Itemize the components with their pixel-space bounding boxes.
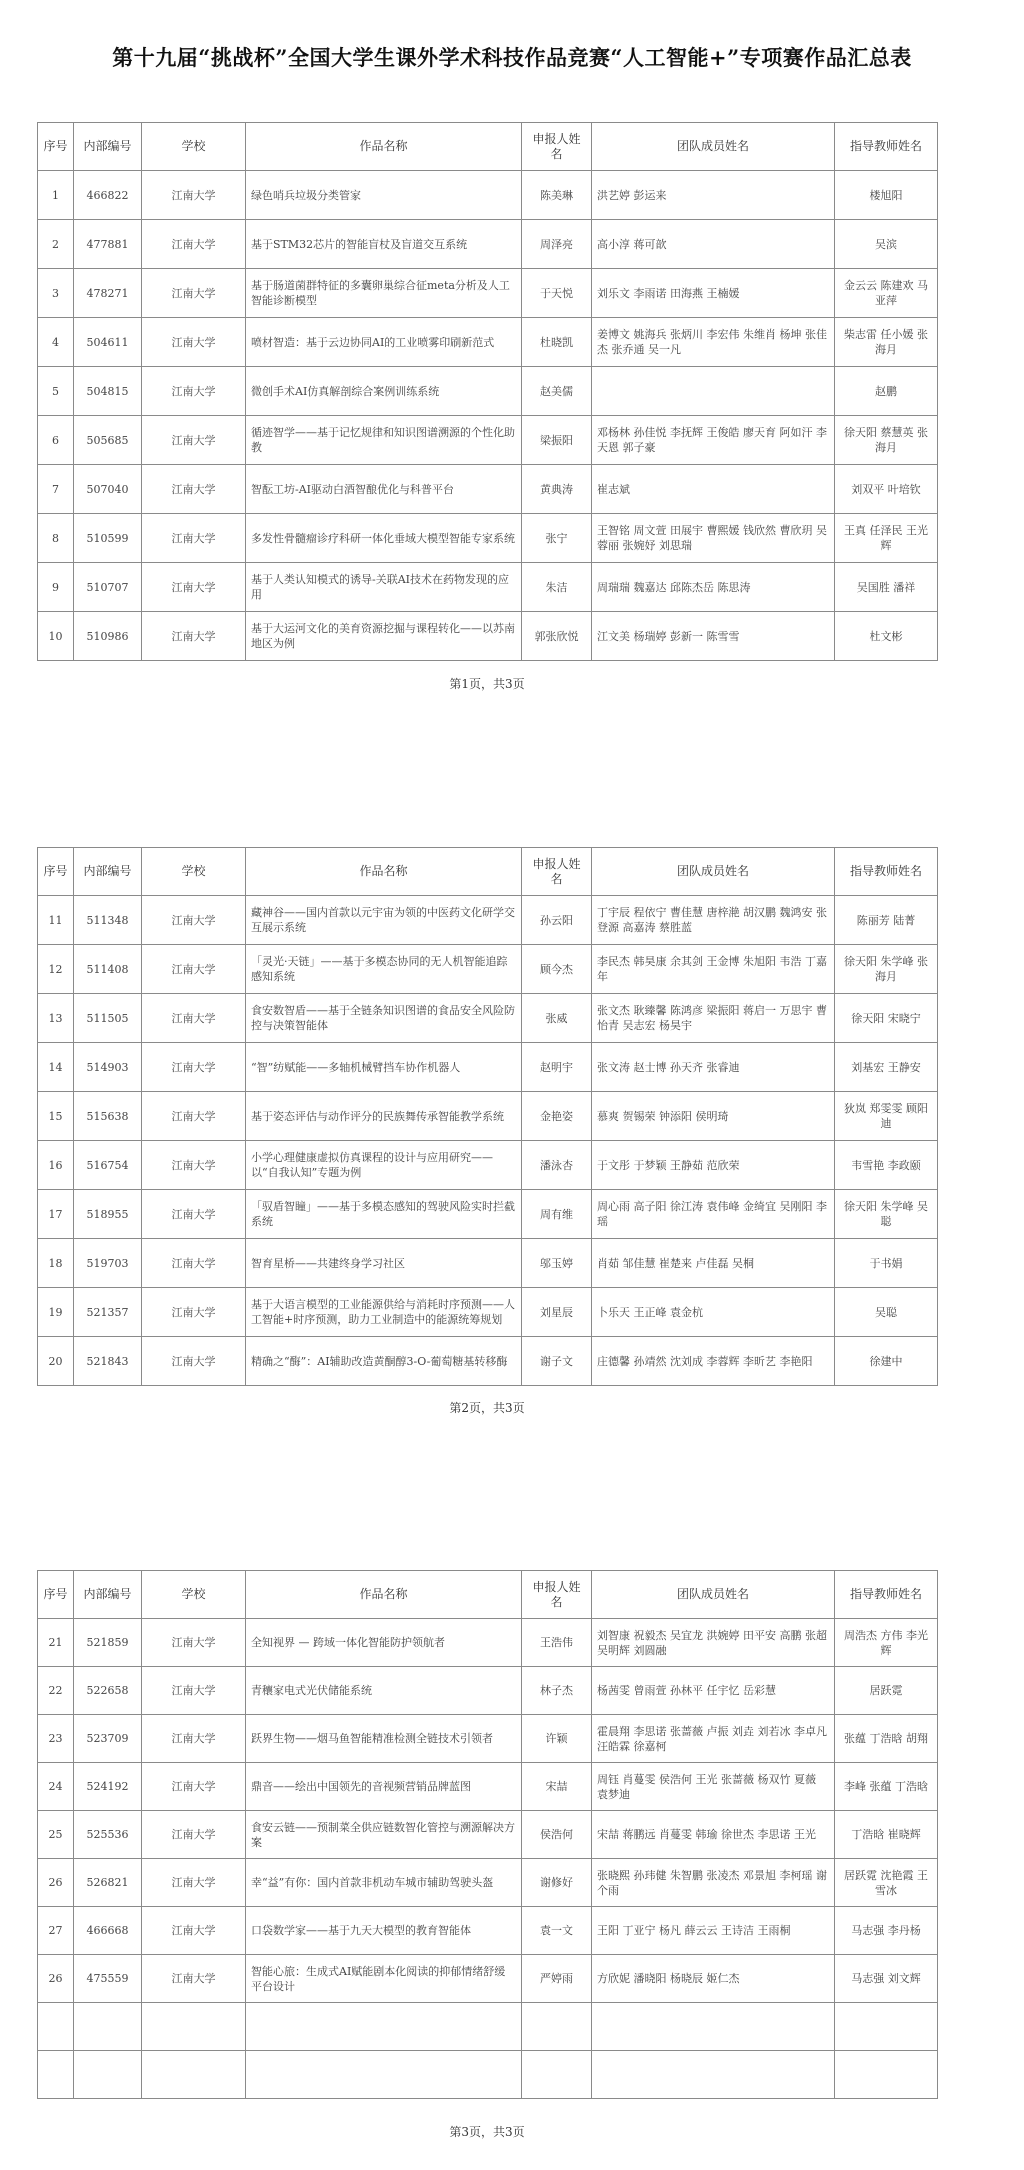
cell-work: 小学心理健康虚拟仿真课程的设计与应用研究——以“自我认知”专题为例: [246, 1141, 522, 1190]
cell-id: 514903: [74, 1043, 142, 1092]
cell-advisor: 居跃霓 沈艳霞 王雪冰: [835, 1859, 938, 1907]
cell-id: 525536: [74, 1811, 142, 1859]
cell-members: [592, 2003, 835, 2051]
cell-members: 肖茹 邹佳慧 崔楚来 卢佳磊 吴桐: [592, 1239, 835, 1288]
cell-members: 宋喆 蒋鹏远 肖蔓雯 韩瑜 徐世杰 李思诺 王光: [592, 1811, 835, 1859]
cell-school: 江南大学: [142, 1619, 246, 1667]
cell-work: 多发性骨髓瘤诊疗科研一体化垂域大模型智能专家系统: [246, 514, 522, 563]
table-row-empty: [38, 2051, 938, 2099]
cell-seq: 5: [38, 367, 74, 416]
header-team-members: 团队成员姓名: [592, 123, 835, 171]
cell-work: 绿色哨兵垃圾分类管家: [246, 171, 522, 220]
cell-work: 「灵光·天链」——基于多模态协同的无人机智能追踪感知系统: [246, 945, 522, 994]
cell-members: 姜博文 姚海兵 张炳川 李宏伟 朱维肖 杨坤 张佳杰 张乔通 吴一凡: [592, 318, 835, 367]
table-row: [38, 171, 938, 220]
table-row: [38, 1141, 938, 1190]
table-row: [38, 465, 938, 514]
cell-id: 510986: [74, 612, 142, 661]
cell-school: 江南大学: [142, 945, 246, 994]
cell-members: 慕爽 贺锡荣 钟添阳 侯明琦: [592, 1092, 835, 1141]
cell-applicant: 顾今杰: [522, 945, 592, 994]
table-row: [38, 1190, 938, 1239]
header-applicant: 申报人姓名: [522, 1571, 592, 1619]
cell-work: 循迹智学——基于记忆规律和知识图谱溯源的个性化助教: [246, 416, 522, 465]
table-page-1: [37, 122, 937, 661]
cell-school: 江南大学: [142, 1190, 246, 1239]
cell-school: 江南大学: [142, 1955, 246, 2003]
cell-seq: 26: [38, 1955, 74, 2003]
cell-school: 江南大学: [142, 367, 246, 416]
cell-seq: 27: [38, 1907, 74, 1955]
cell-school: 江南大学: [142, 1239, 246, 1288]
cell-school: 江南大学: [142, 896, 246, 945]
cell-advisor: 马志强 刘文辉: [835, 1955, 938, 2003]
cell-advisor: 金云云 陈建欢 马亚萍: [835, 269, 938, 318]
cell-members: 王智铭 周文萱 田展宇 曹熙媛 钱欣然 曹欣玥 吴蓉丽 张婉妤 刘思瑞: [592, 514, 835, 563]
header-row: [38, 1571, 938, 1619]
cell-work: 基于肠道菌群特征的多囊卵巢综合征meta分析及人工智能诊断模型: [246, 269, 522, 318]
table-row: [38, 367, 938, 416]
cell-id: 518955: [74, 1190, 142, 1239]
cell-advisor: 居跃霓: [835, 1667, 938, 1715]
cell-seq: 20: [38, 1337, 74, 1386]
cell-members: 刘智康 祝毅杰 吴宜龙 洪婉婷 田平安 高鹏 张超 吴明辉 刘圆融: [592, 1619, 835, 1667]
cell-advisor: 吴聪: [835, 1288, 938, 1337]
header-work-name: 作品名称: [246, 848, 522, 896]
cell-id: 511348: [74, 896, 142, 945]
cell-id: 519703: [74, 1239, 142, 1288]
cell-id: 521357: [74, 1288, 142, 1337]
cell-advisor: 马志强 李丹杨: [835, 1907, 938, 1955]
header-seq: 序号: [38, 123, 74, 171]
table-row: [38, 416, 938, 465]
table-row: [38, 269, 938, 318]
header-work-name: 作品名称: [246, 123, 522, 171]
cell-seq: 15: [38, 1092, 74, 1141]
cell-school: 江南大学: [142, 514, 246, 563]
cell-work: 精确之“酶”：AI辅助改造黄酮醇3-O-葡萄糖基转移酶: [246, 1337, 522, 1386]
cell-seq: 12: [38, 945, 74, 994]
cell-work: 基于人类认知模式的诱导-关联AI技术在药物发现的应用: [246, 563, 522, 612]
cell-school: 江南大学: [142, 994, 246, 1043]
cell-id: 515638: [74, 1092, 142, 1141]
cell-members: 邓杨林 孙佳悦 李抚辉 王俊皓 廖天育 阿如汗 李天恩 郭子豪: [592, 416, 835, 465]
cell-work: 智育星桥——共建终身学习社区: [246, 1239, 522, 1288]
cell-work: 智能心旅：生成式AI赋能剧本化阅读的抑郁情绪舒缓平台设计: [246, 1955, 522, 2003]
cell-members: 崔志斌: [592, 465, 835, 514]
cell-seq: 4: [38, 318, 74, 367]
cell-advisor: 吴滨: [835, 220, 938, 269]
cell-applicant: 周有维: [522, 1190, 592, 1239]
cell-school: 江南大学: [142, 465, 246, 514]
cell-applicant: [522, 2051, 592, 2099]
cell-advisor: 刘基宏 王静安: [835, 1043, 938, 1092]
cell-school: 江南大学: [142, 1715, 246, 1763]
header-work-name: 作品名称: [246, 1571, 522, 1619]
cell-members: 周瑞瑞 魏嘉达 邱陈杰岳 陈思涛: [592, 563, 835, 612]
cell-advisor: 陈丽芳 陆菁: [835, 896, 938, 945]
header-team-members: 团队成员姓名: [592, 848, 835, 896]
cell-work: [246, 2003, 522, 2051]
cell-members: 江文美 杨瑞婷 彭新一 陈雪雪: [592, 612, 835, 661]
cell-members: 丁宇辰 程依宁 曹佳慧 唐梓滟 胡汉鹏 魏鸿安 张登源 高嘉涛 蔡胜蓝: [592, 896, 835, 945]
cell-advisor: 周浩杰 方伟 李光辉: [835, 1619, 938, 1667]
cell-advisor: 柴志雷 任小媛 张海月: [835, 318, 938, 367]
cell-id: 475559: [74, 1955, 142, 2003]
cell-members: 庄德馨 孙靖然 沈刘成 李蓉辉 李昕艺 李艳阳: [592, 1337, 835, 1386]
cell-work: 「驭盾智瞳」——基于多模态感知的驾驶风险实时拦截系统: [246, 1190, 522, 1239]
cell-applicant: 于天悦: [522, 269, 592, 318]
table-row: [38, 514, 938, 563]
header-team-members: 团队成员姓名: [592, 1571, 835, 1619]
cell-seq: 14: [38, 1043, 74, 1092]
cell-seq: 6: [38, 416, 74, 465]
cell-seq: 23: [38, 1715, 74, 1763]
cell-id: 477881: [74, 220, 142, 269]
cell-advisor: [835, 2051, 938, 2099]
header-school: 学校: [142, 123, 246, 171]
cell-members: 王阳 丁亚宁 杨凡 薛云云 王诗洁 王雨桐: [592, 1907, 835, 1955]
cell-seq: 19: [38, 1288, 74, 1337]
cell-applicant: 谢子文: [522, 1337, 592, 1386]
table-row: [38, 1715, 938, 1763]
cell-members: 张文杰 耿臻馨 陈鸿彦 梁振阳 蒋启一 万思宇 曹怡青 吴志宏 杨昊宇: [592, 994, 835, 1043]
cell-school: 江南大学: [142, 416, 246, 465]
table-row: [38, 1907, 938, 1955]
cell-members: 高小淳 蒋可歆: [592, 220, 835, 269]
cell-applicant: 朱洁: [522, 563, 592, 612]
cell-applicant: 林子杰: [522, 1667, 592, 1715]
cell-school: 江南大学: [142, 1288, 246, 1337]
cell-work: 基于大语言模型的工业能源供给与消耗时序预测——人工智能+时序预测，助力工业制造中的能源统筹规划: [246, 1288, 522, 1337]
cell-seq: 10: [38, 612, 74, 661]
cell-id: 466668: [74, 1907, 142, 1955]
cell-school: 江南大学: [142, 1907, 246, 1955]
cell-seq: 1: [38, 171, 74, 220]
cell-advisor: 杜文彬: [835, 612, 938, 661]
summary-table: [37, 1570, 938, 2099]
cell-applicant: 赵美儒: [522, 367, 592, 416]
header-internal-id: 内部编号: [74, 123, 142, 171]
header-row: [38, 848, 938, 896]
page-footer-2: 第2页，共3页: [449, 1401, 525, 1415]
cell-applicant: 梁振阳: [522, 416, 592, 465]
table-row: [38, 1288, 938, 1337]
cell-members: 张文涛 赵士博 孙天齐 张睿迪: [592, 1043, 835, 1092]
cell-applicant: 邬玉婷: [522, 1239, 592, 1288]
header-advisor: 指导教师姓名: [835, 123, 938, 171]
table-row: [38, 1859, 938, 1907]
cell-school: 江南大学: [142, 1859, 246, 1907]
cell-school: [142, 2003, 246, 2051]
cell-advisor: 于书娟: [835, 1239, 938, 1288]
cell-advisor: 狄岚 郑雯雯 顾阳迪: [835, 1092, 938, 1141]
cell-members: 方欣妮 潘晓阳 杨晓辰 姬仁杰: [592, 1955, 835, 2003]
cell-advisor: 刘双平 叶培钦: [835, 465, 938, 514]
cell-applicant: 孙云阳: [522, 896, 592, 945]
cell-advisor: 徐天阳 宋晓宁: [835, 994, 938, 1043]
table-row: [38, 945, 938, 994]
cell-work: 口袋数学家——基于九天大模型的教育智能体: [246, 1907, 522, 1955]
cell-applicant: 袁一文: [522, 1907, 592, 1955]
header-applicant: 申报人姓名: [522, 123, 592, 171]
cell-work: 喷材智造：基于云边协同AI的工业喷雾印刷新范式: [246, 318, 522, 367]
cell-school: [142, 2051, 246, 2099]
cell-advisor: 徐天阳 朱学峰 张海月: [835, 945, 938, 994]
cell-school: 江南大学: [142, 1043, 246, 1092]
cell-work: 跃界生物——烟马鱼智能精准检测全链技术引领者: [246, 1715, 522, 1763]
header-seq: 序号: [38, 1571, 74, 1619]
cell-seq: 22: [38, 1667, 74, 1715]
cell-members: 洪艺婷 彭运来: [592, 171, 835, 220]
cell-applicant: 刘星辰: [522, 1288, 592, 1337]
cell-school: 江南大学: [142, 612, 246, 661]
header-row: [38, 123, 938, 171]
summary-table: [37, 847, 938, 1386]
cell-work: 青穰家电式光伏储能系统: [246, 1667, 522, 1715]
cell-members: 刘乐文 李雨诺 田海燕 王楠媛: [592, 269, 835, 318]
cell-members: 于文彤 于梦颖 王静茹 范欣荣: [592, 1141, 835, 1190]
cell-id: 507040: [74, 465, 142, 514]
cell-advisor: 丁浩晗 崔晓辉: [835, 1811, 938, 1859]
cell-applicant: 周泽亮: [522, 220, 592, 269]
table-row: [38, 994, 938, 1043]
cell-id: 521859: [74, 1619, 142, 1667]
table-row: [38, 1043, 938, 1092]
header-applicant: 申报人姓名: [522, 848, 592, 896]
table-row: [38, 1337, 938, 1386]
cell-advisor: [835, 2003, 938, 2051]
cell-id: 511408: [74, 945, 142, 994]
table-page-2: [37, 847, 937, 1386]
cell-advisor: 徐天阳 朱学峰 吴聪: [835, 1190, 938, 1239]
cell-id: 505685: [74, 416, 142, 465]
cell-work: 食安云链——预制菜全供应链数智化管控与溯源解决方案: [246, 1811, 522, 1859]
cell-applicant: 谢修好: [522, 1859, 592, 1907]
cell-id: 516754: [74, 1141, 142, 1190]
cell-id: 510599: [74, 514, 142, 563]
cell-id: 524192: [74, 1763, 142, 1811]
cell-applicant: 郭张欣悦: [522, 612, 592, 661]
table-row: [38, 1955, 938, 2003]
cell-seq: 16: [38, 1141, 74, 1190]
cell-school: 江南大学: [142, 1337, 246, 1386]
table-row: [38, 1239, 938, 1288]
summary-table: [37, 122, 938, 661]
cell-applicant: 金艳姿: [522, 1092, 592, 1141]
cell-applicant: 张威: [522, 994, 592, 1043]
table-page-3: [37, 1570, 937, 2099]
cell-work: 智酝工坊-AI驱动白酒智酿优化与科普平台: [246, 465, 522, 514]
table-row: [38, 896, 938, 945]
page-footer-3: 第3页，共3页: [449, 2125, 525, 2139]
cell-seq: 9: [38, 563, 74, 612]
table-row: [38, 1667, 938, 1715]
header-seq: 序号: [38, 848, 74, 896]
cell-seq: 11: [38, 896, 74, 945]
cell-applicant: 侯浩何: [522, 1811, 592, 1859]
cell-applicant: 张宁: [522, 514, 592, 563]
cell-advisor: 李峰 张蕴 丁浩晗: [835, 1763, 938, 1811]
header-internal-id: 内部编号: [74, 848, 142, 896]
cell-applicant: 许颖: [522, 1715, 592, 1763]
cell-work: [246, 2051, 522, 2099]
header-internal-id: 内部编号: [74, 1571, 142, 1619]
cell-applicant: 王浩伟: [522, 1619, 592, 1667]
cell-members: [592, 367, 835, 416]
cell-applicant: 严婷雨: [522, 1955, 592, 2003]
cell-id: 521843: [74, 1337, 142, 1386]
cell-id: 478271: [74, 269, 142, 318]
cell-id: 510707: [74, 563, 142, 612]
table-row-empty: [38, 2003, 938, 2051]
cell-seq: 18: [38, 1239, 74, 1288]
cell-seq: 17: [38, 1190, 74, 1239]
cell-seq: 8: [38, 514, 74, 563]
cell-advisor: 张蕴 丁浩晗 胡翔: [835, 1715, 938, 1763]
cell-advisor: 楼旭阳: [835, 171, 938, 220]
table-row: [38, 220, 938, 269]
cell-applicant: 黄典涛: [522, 465, 592, 514]
cell-advisor: 韦雪艳 李政颐: [835, 1141, 938, 1190]
cell-id: 523709: [74, 1715, 142, 1763]
cell-work: 微创手术AI仿真解剖综合案例训练系统: [246, 367, 522, 416]
table-row: [38, 1619, 938, 1667]
cell-work: 幸“益”有你：国内首款非机动车城市辅助驾驶头盔: [246, 1859, 522, 1907]
cell-id: 504611: [74, 318, 142, 367]
table-row: [38, 318, 938, 367]
cell-school: 江南大学: [142, 171, 246, 220]
cell-id: 504815: [74, 367, 142, 416]
cell-members: 周心雨 高子阳 徐江涛 袁伟峰 金绮宜 吴刚阳 李瑶: [592, 1190, 835, 1239]
cell-work: 基于STM32芯片的智能盲杖及盲道交互系统: [246, 220, 522, 269]
cell-seq: 25: [38, 1811, 74, 1859]
cell-seq: [38, 2051, 74, 2099]
header-school: 学校: [142, 1571, 246, 1619]
cell-members: [592, 2051, 835, 2099]
cell-work: 全知视界 — 跨域一体化智能防护领航者: [246, 1619, 522, 1667]
cell-school: 江南大学: [142, 1667, 246, 1715]
page-title: 第十九届“挑战杯”全国大学生课外学术科技作品竞赛“人工智能+”专项赛作品汇总表: [112, 45, 912, 70]
cell-applicant: 赵明宇: [522, 1043, 592, 1092]
cell-work: 基于姿态评估与动作评分的民族舞传承智能教学系统: [246, 1092, 522, 1141]
header-advisor: 指导教师姓名: [835, 848, 938, 896]
table-row: [38, 1811, 938, 1859]
cell-members: 霍晨翔 李思诺 张蔷薇 卢振 刘垚 刘若冰 李卓凡 汪皓霖 徐嘉柯: [592, 1715, 835, 1763]
cell-applicant: 杜晓凯: [522, 318, 592, 367]
cell-applicant: [522, 2003, 592, 2051]
table-row: [38, 612, 938, 661]
cell-applicant: 宋喆: [522, 1763, 592, 1811]
table-row: [38, 1763, 938, 1811]
cell-work: “智”纺赋能——多轴机械臂挡车协作机器人: [246, 1043, 522, 1092]
cell-school: 江南大学: [142, 220, 246, 269]
cell-school: 江南大学: [142, 563, 246, 612]
cell-id: 466822: [74, 171, 142, 220]
cell-school: 江南大学: [142, 318, 246, 367]
cell-seq: 3: [38, 269, 74, 318]
cell-school: 江南大学: [142, 1763, 246, 1811]
cell-members: 杨茜雯 曾雨萱 孙林平 任宇忆 岳彩慧: [592, 1667, 835, 1715]
cell-id: 522658: [74, 1667, 142, 1715]
cell-seq: 21: [38, 1619, 74, 1667]
header-advisor: 指导教师姓名: [835, 1571, 938, 1619]
page-footer-1: 第1页，共3页: [449, 677, 525, 691]
cell-seq: 13: [38, 994, 74, 1043]
cell-members: 卜乐天 王正峰 袁金杭: [592, 1288, 835, 1337]
cell-work: 藏神谷——国内首款以元宇宙为领的中医药文化研学交互展示系统: [246, 896, 522, 945]
cell-seq: 2: [38, 220, 74, 269]
cell-members: 张晓熙 孙玮健 朱智鹏 张凌杰 邓景旭 李柯瑶 谢个雨: [592, 1859, 835, 1907]
cell-school: 江南大学: [142, 1811, 246, 1859]
cell-seq: 24: [38, 1763, 74, 1811]
cell-applicant: 陈美琳: [522, 171, 592, 220]
cell-work: 食安数智盾——基于全链条知识图谱的食品安全风险防控与决策智能体: [246, 994, 522, 1043]
cell-seq: [38, 2003, 74, 2051]
cell-members: 李民杰 韩昊康 余其剑 王金博 朱旭阳 韦浩 丁嘉年: [592, 945, 835, 994]
table-row: [38, 563, 938, 612]
cell-work: 基于大运河文化的美育资源挖掘与课程转化——以苏南地区为例: [246, 612, 522, 661]
header-school: 学校: [142, 848, 246, 896]
cell-id: 526821: [74, 1859, 142, 1907]
cell-school: 江南大学: [142, 1092, 246, 1141]
table-row: [38, 1092, 938, 1141]
cell-members: 周钰 肖蔓雯 侯浩何 王光 张蔷薇 杨双竹 夏薇 袁梦迪: [592, 1763, 835, 1811]
cell-id: [74, 2003, 142, 2051]
cell-applicant: 潘泳杏: [522, 1141, 592, 1190]
cell-work: 鼎音——绘出中国领先的音视频营销品牌蓝图: [246, 1763, 522, 1811]
cell-advisor: 徐天阳 蔡慧英 张海月: [835, 416, 938, 465]
cell-advisor: 王真 任泽民 王光辉: [835, 514, 938, 563]
cell-seq: 7: [38, 465, 74, 514]
cell-advisor: 徐建中: [835, 1337, 938, 1386]
cell-id: [74, 2051, 142, 2099]
cell-advisor: 吴国胜 潘祥: [835, 563, 938, 612]
cell-id: 511505: [74, 994, 142, 1043]
cell-seq: 26: [38, 1859, 74, 1907]
cell-school: 江南大学: [142, 1141, 246, 1190]
cell-school: 江南大学: [142, 269, 246, 318]
cell-advisor: 赵鹏: [835, 367, 938, 416]
